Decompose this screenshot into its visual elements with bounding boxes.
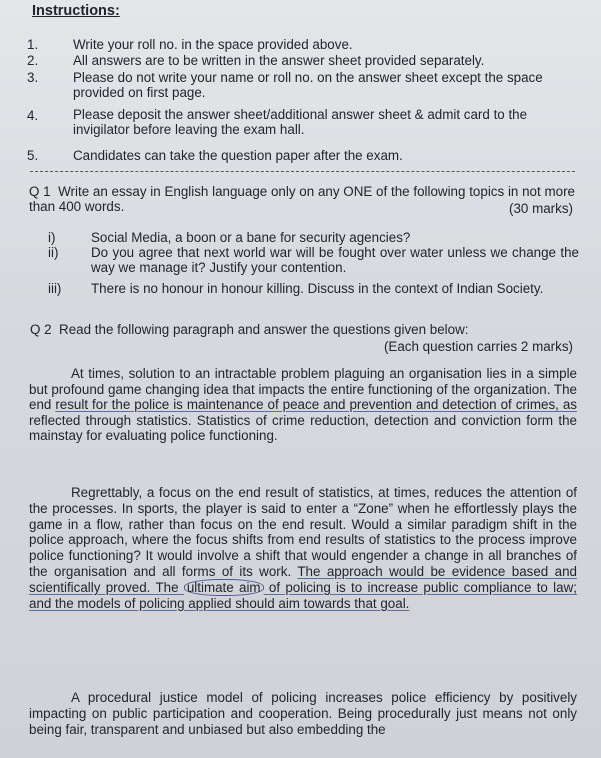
underlined-text: The approach would be evidence based and scientifically proved. The: [29, 563, 577, 595]
circled-text: ultimate aim: [184, 579, 264, 596]
instruction-number: 2.: [27, 53, 39, 68]
q1-text: Write an essay in English language only on any ONE of the following topics in not more than 400 words.: [29, 184, 575, 215]
topic-text: Do you agree that next world war will be fought over water unless we change the way we manage it? Justify your contention.: [91, 245, 579, 276]
instruction-number: 5.: [27, 148, 39, 163]
topic-number: ii): [48, 245, 59, 260]
instruction-text: All answers are to be written in the answer sheet provided separately.: [73, 53, 485, 68]
underlined-text: of policing is to increase public compliance to law; and the models of policing applied should aim towards that goal.: [29, 579, 577, 611]
q1-marks: (30 marks): [509, 201, 573, 216]
paragraph-2: [29, 485, 577, 611]
instruction-text: Please do not write your name or roll no. on the answer sheet except the space provided on first page.: [73, 70, 543, 101]
q2-marks: (Each question carries 2 marks): [383, 339, 573, 354]
instruction-text: Candidates can take the question paper after the exam.: [73, 148, 403, 163]
q2-prompt: [30, 322, 575, 337]
paragraph-text: At times, solution to an intractable problem plaguing an organisation lies in a simple but profound game changing idea that impacts the entire functioning of the organization. The end: [29, 366, 577, 413]
instruction-number: 4.: [27, 108, 39, 123]
instructions-heading: Instructions:: [32, 3, 120, 19]
q1-prompt: [29, 184, 575, 214]
dashed-divider: [30, 171, 575, 172]
q2-label: Q 2: [30, 322, 52, 337]
topic-number: i): [48, 230, 56, 245]
q1-label: Q 1: [29, 184, 51, 199]
instruction-number: 1.: [27, 37, 39, 52]
instruction-number: 3.: [27, 70, 39, 85]
q2-text: Read the following paragraph and answer the questions given below:: [59, 322, 469, 337]
paragraph-text: reflected through statistics. Statistics of crime reduction, detection and conviction form the mainstay for evaluating police functioning.: [29, 412, 577, 444]
instruction-text: Please deposit the answer sheet/additional answer sheet & admit card to the invigilator before leaving the exam hall.: [73, 107, 528, 138]
topic-number: iii): [48, 281, 62, 296]
underlined-text: result for the police is maintenance of peace and prevention and detection of crimes, as: [55, 397, 578, 413]
paragraph-text: Regrettably, a focus on the end result of statistics, at times, reduces the attention of the processes. In sports, the player is said to enter a “Zone” when he effortlessly plays the game in a flow, rather than focus on the end result. Would a similar paradigm shift in the police approach, where the focus shifts from end results of statistics to the process improve police functioning? It would involve a shift that would engender a change in all branches of the organisation and all forms of its work.: [29, 485, 577, 579]
paragraph-3: A procedural justice model of policing increases police efficiency by positively impacting on public participation and cooperation. Being procedurally just means not only being fair, transparent and unbiased but also embedding the: [29, 690, 577, 737]
paragraph-1: [29, 366, 577, 444]
topic-text: There is no honour in honour killing. Discuss in the context of Indian Society.: [91, 281, 544, 296]
instruction-text: Write your roll no. in the space provided above.: [73, 37, 353, 52]
topic-text: Social Media, a boon or a bane for security agencies?: [91, 230, 411, 245]
